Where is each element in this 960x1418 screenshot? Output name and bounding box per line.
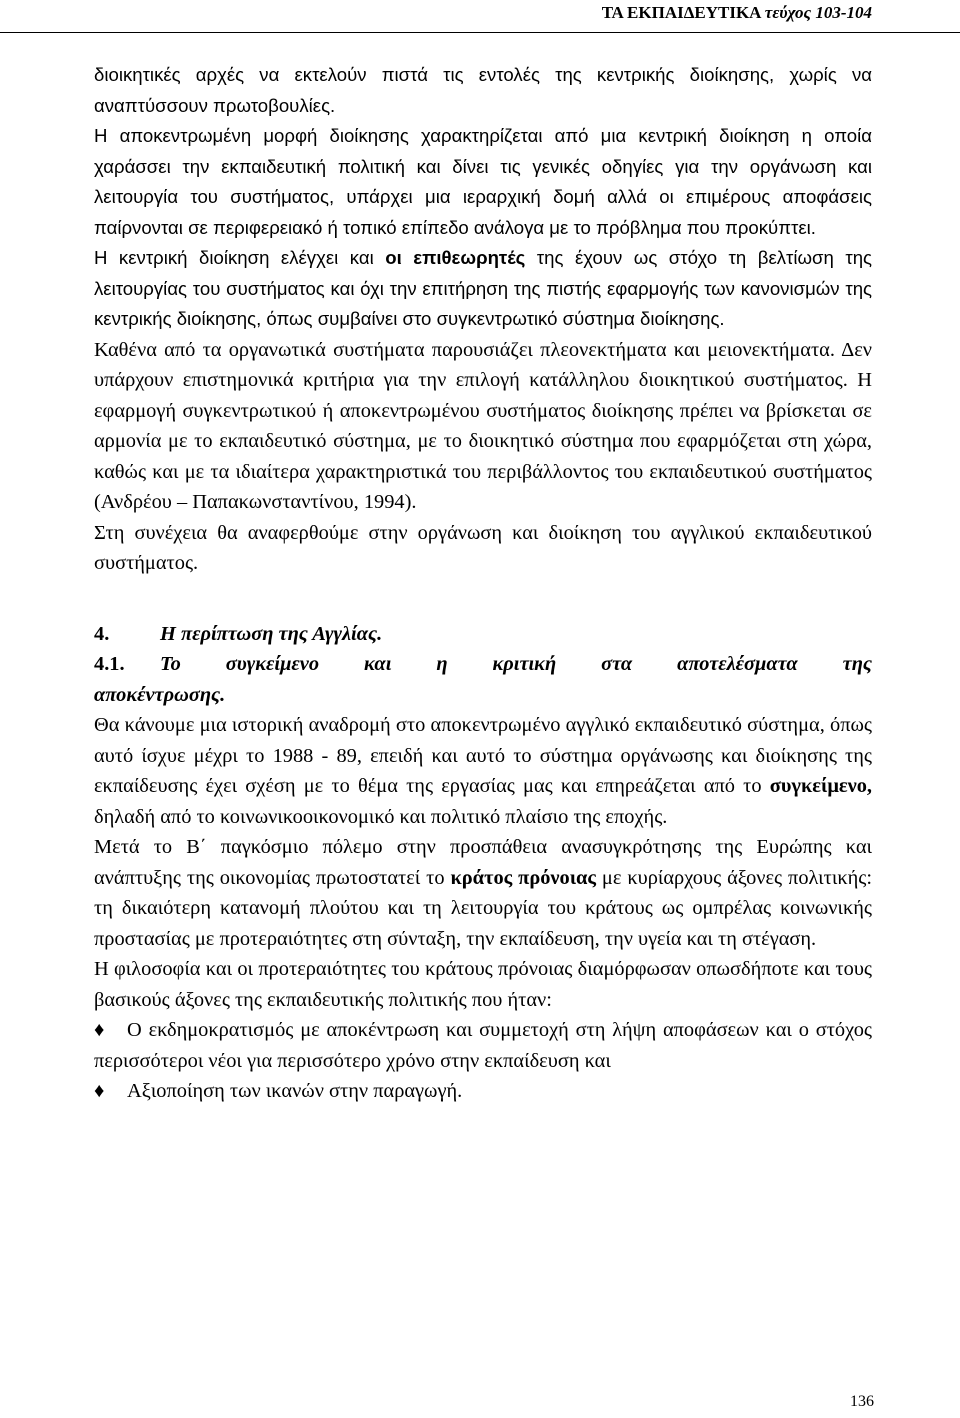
issue-number: τεύχος 103-104: [764, 3, 872, 22]
subsection-heading-cont: [94, 680, 872, 711]
subsection-number: 4.1.: [94, 653, 125, 675]
diamond-bullet-icon: ♦: [94, 1019, 105, 1041]
subsection-title-line1: Το συγκείμενο και η κριτική στα αποτελέσματα της: [160, 653, 872, 675]
journal-title: ΤΑ ΕΚΠΑΙΔΕΥΤΙΚΑ: [601, 3, 761, 22]
bold-term: οι επιθεωρητές: [385, 247, 526, 268]
bold-term: συγκείμενο,: [769, 775, 872, 797]
spacer: [94, 579, 872, 619]
page-header: [0, 0, 960, 33]
paragraph-8: Η φιλοσοφία και οι προτεραιότητες του κράτους πρόνοιας διαμόρφωσαν οπωσδήποτε και τους βασικούς άξονες της εκπαιδευτικής πολιτικής που ήταν:: [94, 958, 872, 1011]
bullet-item: [94, 1015, 872, 1076]
paragraph-2: Η αποκεντρωμένη μορφή διοίκησης χαρακτηρίζεται από μια κεντρική διοίκηση η οποία χαράσσει την εκπαιδευτική πολιτική και δίνει τις γενικές οδηγίες για την οργάνωση και λειτουργία του συστήματος, υπάρχει μια ιεραρχική δομή αλλά οι επιμέρους αποφάσεις παίρνονται σε περιφερειακό ή τοπικό επίπεδο ανάλογα με το πρόβλημα που προκύπτει.: [94, 125, 872, 238]
paragraph-5: Στη συνέχεια θα αναφερθούμε στην οργάνωση και διοίκηση του αγγλικού εκπαιδευτικού συστήματος.: [94, 521, 872, 574]
paragraph-1: διοικητικές αρχές να εκτελούν πιστά τις εντολές της κεντρικής διοίκησης, χωρίς να αναπτύσσουν πρωτοβουλίες.: [94, 64, 872, 116]
section-heading: [94, 619, 872, 650]
section-title: Η περίπτωση της Αγγλίας.: [160, 622, 383, 645]
section-number: 4.: [94, 622, 110, 645]
text-run: Μετά το Β΄ παγκόσμιο πόλεμο στην προσπάθεια ανασυγκρότησης της Ευρώπης και ανάπτυξης της οικονομίας πρωτοστατεί το: [94, 836, 872, 889]
text-run: Η κεντρική διοίκηση ελέγχει και: [94, 247, 386, 268]
page-number: 136: [850, 1393, 874, 1410]
paragraph-7: [94, 832, 872, 954]
text-run: δηλαδή από το κοινωνικοοικονομικό και πολιτικό πλαίσιο της εποχής.: [94, 805, 668, 828]
text-run: Θα κάνουμε μια ιστορική αναδρομή στο αποκεντρωμένο αγγλικό εκπαιδευτικό σύστημα, όπως αυτό ίσχυε μέχρι το 1988 - 89, επειδή και αυτό το σύστημα οργάνωσης και διοίκησης της εκπαίδευσης έχει σχέση με το θέμα της εργασίας μας και επηρεάζεται από το: [94, 714, 872, 797]
bullet-text: Αξιοποίηση των ικανών στην παραγωγή.: [127, 1080, 463, 1102]
paragraph-6: [94, 710, 872, 832]
paragraph-3: [94, 243, 872, 335]
page-body: [94, 60, 872, 1107]
text-run: της έχουν ως στόχο τη βελτίωση της λειτουργίας του συστήματος και όχι την επιτήρηση της πιστής εφαρμογής των κανονισμών της κεντρικής διοίκησης, όπως συμβαίνει στο συγκεντρωτικό σύστημα διοίκησης.: [94, 247, 872, 329]
running-header: [602, 3, 872, 23]
diamond-bullet-icon: ♦: [94, 1080, 105, 1102]
text-run: με κυρίαρχους άξονες πολιτικής: τη δικαιότερη κατανομή πλούτου και τη λειτουργία του κράτους ως ομπρέλας κοινωνικής προστασίας με προτεραιότητες στη σύνταξη, την εκπαίδευση, την υγεία και τη στέγαση.: [94, 866, 872, 950]
bullet-item: [94, 1076, 872, 1107]
bold-term: κράτος πρόνοιας: [450, 866, 597, 889]
subsection-title-line2: αποκέντρωσης.: [94, 683, 226, 706]
bullet-text: Ο εκδημοκρατισμός με αποκέντρωση και συμμετοχή στη λήψη αποφάσεων και ο στόχος περισσότεροι νέοι για περισσότερο χρόνο στην εκπαίδευση και: [94, 1019, 872, 1072]
subsection-heading: [94, 649, 872, 680]
paragraph-4: Καθένα από τα οργανωτικά συστήματα παρουσιάζει πλεονεκτήματα και μειονεκτήματα. Δεν υπάρχουν επιστημονικά κριτήρια για την επιλογή κατάλληλου διοικητικού συστήματος. Η εφαρμογή συγκεντρωτικού ή αποκεντρωμένου συστήματος διοίκησης πρέπει να βρίσκεται σε αρμονία με το εκπαιδευτικό σύστημα, με το διοικητικό σύστημα που εφαρμόζεται στη χώρα, καθώς και με τα ιδιαίτερα χαρακτηριστικά του περιβάλλοντος του εκπαιδευτικού συστήματος (Ανδρέου – Παπακωνσταντίνου, 1994).: [94, 338, 872, 513]
